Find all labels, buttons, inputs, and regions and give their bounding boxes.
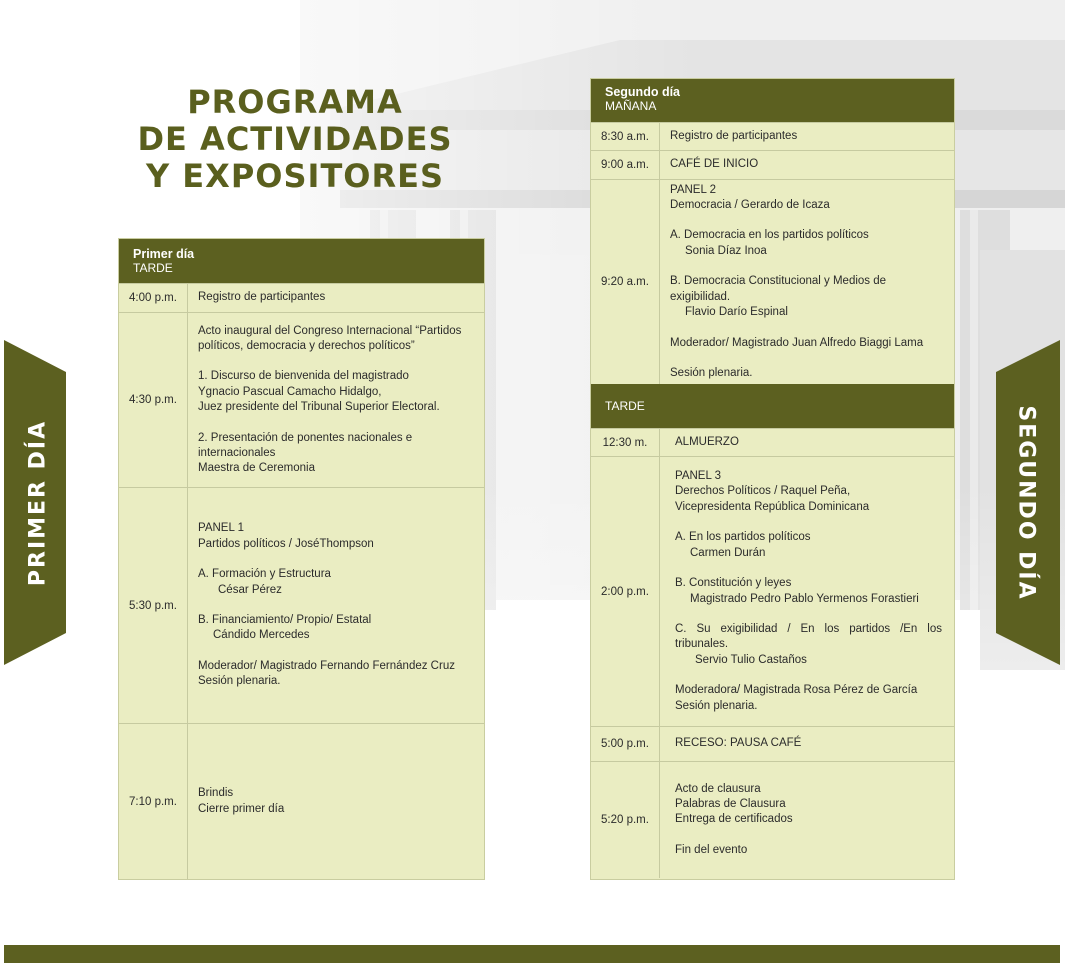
row-line: Acto inaugural del Congreso Internacional “Partidos bbox=[198, 324, 462, 337]
row-content bbox=[660, 762, 954, 878]
line-spacer bbox=[670, 351, 942, 366]
title-line-2: DE ACTIVIDADES bbox=[137, 120, 453, 158]
row-content bbox=[660, 727, 954, 761]
row-line: Carmen Durán bbox=[690, 546, 766, 559]
title-line-3: Y EXPOSITORES bbox=[145, 157, 445, 195]
schedule-row bbox=[591, 428, 954, 456]
row-line: Palabras de Clausura bbox=[675, 798, 786, 811]
row-line: tribunales. bbox=[675, 638, 729, 651]
schedule-row bbox=[119, 723, 484, 879]
row-line: Sesión plenaria. bbox=[670, 367, 753, 380]
row-line: B. Financiamiento/ Propio/ Estatal bbox=[198, 614, 372, 627]
schedule-row bbox=[119, 487, 484, 723]
row-time: 4:00 p.m. bbox=[119, 284, 188, 312]
row-line: Sonia Díaz Inoa bbox=[685, 244, 767, 257]
row-line: PANEL 1 bbox=[198, 522, 245, 535]
row-line: Juez presidente del Tribunal Superior Electoral. bbox=[198, 401, 440, 413]
row-content bbox=[188, 284, 484, 312]
afternoon-label: TARDE bbox=[605, 399, 645, 413]
day-1-rows bbox=[119, 283, 484, 879]
row-line: PANEL 2 bbox=[670, 183, 717, 196]
line-spacer bbox=[675, 515, 942, 530]
row-line: Registro de participantes bbox=[670, 129, 798, 142]
row-time: 5:20 p.m. bbox=[591, 762, 660, 878]
day-1-title: Primer día bbox=[133, 247, 195, 261]
row-line: PANEL 3 bbox=[675, 470, 722, 483]
row-line: Sesión plenaria. bbox=[675, 699, 758, 712]
row-line: Ygnacio Pascual Camacho Hidalgo, bbox=[198, 385, 382, 398]
row-line: B. Constitución y leyes bbox=[675, 577, 792, 590]
schedule-row bbox=[591, 726, 954, 761]
line-spacer bbox=[198, 598, 472, 613]
row-line: RECESO: PAUSA CAFÉ bbox=[675, 737, 802, 750]
schedule-row bbox=[119, 312, 484, 487]
line-spacer bbox=[675, 668, 942, 683]
line-spacer bbox=[670, 259, 942, 274]
row-line: Flavio Darío Espinal bbox=[685, 305, 788, 318]
row-line: Fin del evento bbox=[675, 843, 748, 856]
row-content bbox=[188, 313, 484, 487]
title-line-1: PROGRAMA bbox=[187, 83, 403, 121]
day-1-header bbox=[119, 239, 484, 283]
line-spacer bbox=[198, 644, 472, 659]
row-line: 2. Presentación de ponentes nacionales e internacionales bbox=[198, 431, 413, 459]
row-line: CAFÉ DE INICIO bbox=[670, 158, 759, 171]
row-line: Derechos Políticos / Raquel Peña, bbox=[675, 485, 851, 498]
row-time: 7:10 p.m. bbox=[119, 724, 188, 879]
schedule-row bbox=[591, 761, 954, 878]
schedule-row bbox=[591, 122, 954, 150]
row-content bbox=[660, 180, 954, 384]
row-time: 8:30 a.m. bbox=[591, 123, 660, 150]
row-line: Vicepresidenta República Dominicana bbox=[675, 500, 870, 513]
day-2-afternoon-rows bbox=[591, 428, 954, 878]
row-line: políticos, democracia y derechos políticos” bbox=[198, 339, 415, 352]
line-spacer bbox=[198, 415, 472, 430]
row-content bbox=[188, 724, 484, 879]
schedule-day-2 bbox=[590, 78, 955, 880]
row-line: Cierre primer día bbox=[198, 802, 285, 815]
row-line: Magistrado Pedro Pablo Yermenos Forastieri bbox=[690, 592, 919, 605]
line-spacer bbox=[675, 607, 942, 622]
schedule-row bbox=[591, 179, 954, 384]
row-line: Maestra de Ceremonia bbox=[198, 462, 315, 475]
day-1-period: TARDE bbox=[133, 261, 173, 275]
row-line: Acto de clausura bbox=[675, 782, 761, 795]
day-2-header bbox=[591, 79, 954, 122]
row-time: 5:30 p.m. bbox=[119, 488, 188, 723]
schedule-row bbox=[119, 283, 484, 312]
bottom-bar bbox=[4, 945, 1060, 963]
row-time: 12:30 m. bbox=[591, 429, 660, 456]
row-content bbox=[660, 151, 954, 179]
row-line: Entrega de certificados bbox=[675, 813, 793, 826]
row-line: Registro de participantes bbox=[198, 291, 326, 304]
line-spacer bbox=[198, 552, 472, 567]
row-line: Moderador/ Magistrado Fernando Fernández Cruz bbox=[198, 660, 455, 673]
row-time: 9:20 a.m. bbox=[591, 180, 660, 384]
row-time: 4:30 p.m. bbox=[119, 313, 188, 487]
row-line: Servio Tulio Castaños bbox=[695, 653, 807, 666]
row-line: Moderadora/ Magistrada Rosa Pérez de García bbox=[675, 684, 918, 697]
row-line: ALMUERZO bbox=[675, 435, 739, 448]
row-line: B. Democracia Constitucional y Medios de exigibilidad. bbox=[670, 275, 887, 303]
line-spacer bbox=[198, 354, 472, 369]
row-line: Cándido Mercedes bbox=[213, 629, 310, 642]
row-line: C. Su exigibilidad / En los partidos /En los bbox=[675, 623, 942, 636]
line-spacer bbox=[675, 561, 942, 576]
row-line: Sesión plenaria. bbox=[198, 675, 281, 688]
schedule-row bbox=[591, 456, 954, 726]
row-line: A. Democracia en los partidos políticos bbox=[670, 229, 869, 242]
row-line: A. Formación y Estructura bbox=[198, 568, 331, 581]
ribbon-right-label: SEGUNDO DÍA bbox=[1013, 405, 1039, 601]
row-time: 9:00 a.m. bbox=[591, 151, 660, 179]
day-2-period: MAÑANA bbox=[605, 99, 657, 113]
schedule-day-1 bbox=[118, 238, 485, 880]
row-line: 1. Discurso de bienvenida del magistrado bbox=[198, 370, 409, 383]
page-title bbox=[100, 84, 490, 195]
day-2-title: Segundo día bbox=[605, 85, 680, 99]
row-time: 5:00 p.m. bbox=[591, 727, 660, 761]
day-2-morning-rows bbox=[591, 122, 954, 384]
row-line: Democracia / Gerardo de Icaza bbox=[670, 198, 830, 211]
row-time: 2:00 p.m. bbox=[591, 457, 660, 726]
row-line: A. En los partidos políticos bbox=[675, 531, 811, 544]
row-line: César Pérez bbox=[218, 583, 282, 596]
line-spacer bbox=[670, 320, 942, 335]
row-content bbox=[188, 488, 484, 723]
row-line: Moderador/ Magistrado Juan Alfredo Biaggi Lama bbox=[670, 336, 924, 349]
row-line: Brindis bbox=[198, 787, 234, 800]
row-content bbox=[660, 429, 954, 456]
row-content bbox=[660, 123, 954, 150]
line-spacer bbox=[675, 828, 942, 843]
row-line: Partidos políticos / JoséThompson bbox=[198, 537, 374, 550]
row-content bbox=[660, 457, 954, 726]
schedule-row bbox=[591, 150, 954, 179]
ribbon-left-label: PRIMER DÍA bbox=[25, 419, 51, 587]
day-2-afternoon-header bbox=[591, 384, 954, 428]
line-spacer bbox=[670, 213, 942, 228]
